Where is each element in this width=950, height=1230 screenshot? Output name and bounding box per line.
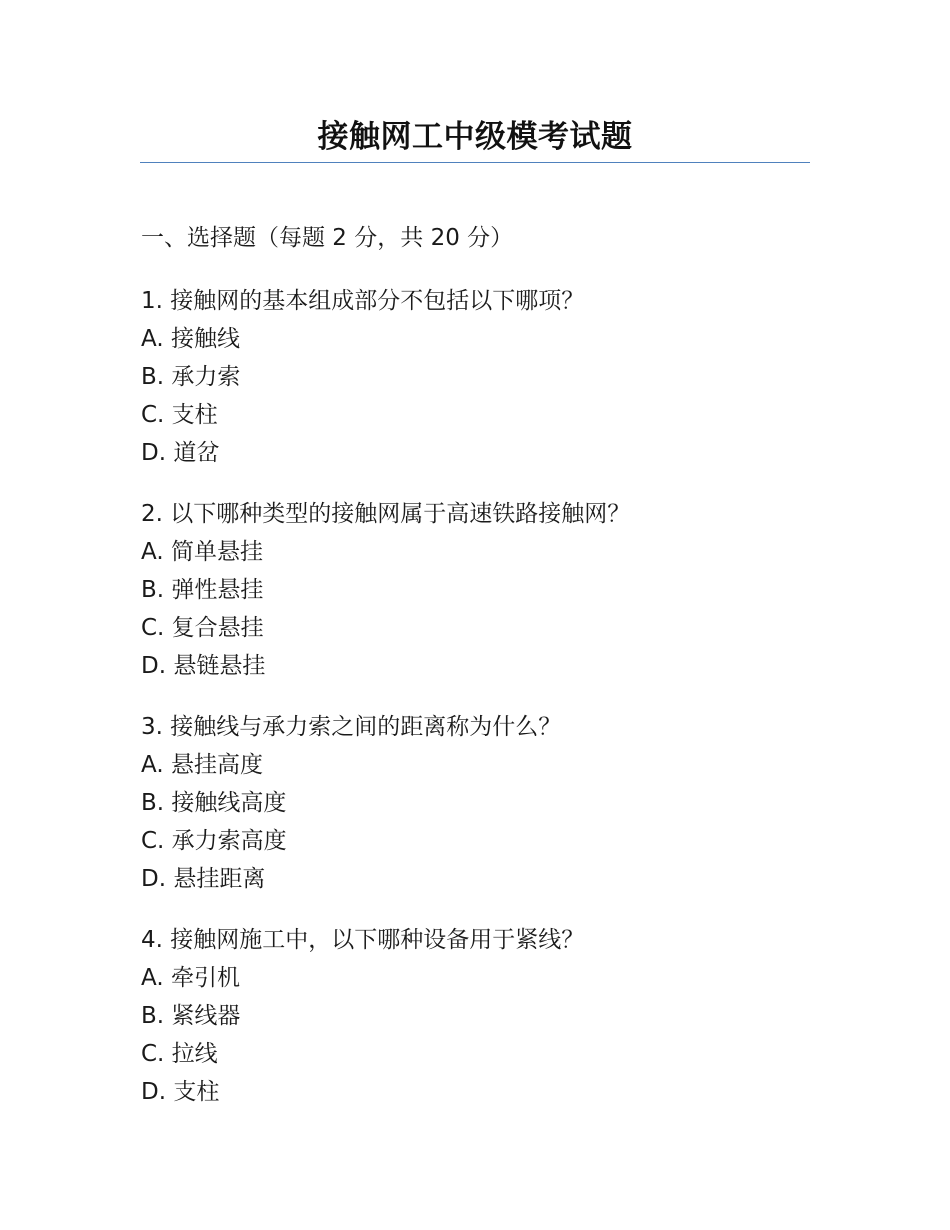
option-c: C. 承力索高度: [141, 828, 287, 854]
option-a: A. 简单悬挂: [141, 539, 263, 565]
option-a: A. 牵引机: [141, 965, 240, 991]
question-stem: 2. 以下哪种类型的接触网属于高速铁路接触网？: [141, 501, 631, 527]
option-d: D. 道岔: [141, 440, 220, 466]
option-b: B. 接触线高度: [141, 790, 287, 816]
option-b: B. 承力索: [141, 364, 241, 390]
question-stem: 3. 接触线与承力索之间的距离称为什么？: [141, 714, 562, 740]
title-underline: [140, 162, 810, 163]
option-d: D. 悬挂距离: [141, 866, 266, 892]
option-c: C. 拉线: [141, 1041, 218, 1067]
question-list: [141, 282, 810, 1134]
option-c: C. 支柱: [141, 402, 218, 428]
option-a: A. 接触线: [141, 326, 240, 352]
question-stem: 4. 接触网施工中，以下哪种设备用于紧线？: [141, 927, 585, 953]
question-3: [141, 708, 810, 898]
section-heading: 一、选择题（每题 2 分，共 20 分）: [141, 225, 514, 251]
document-title: 接触网工中级模考试题: [317, 119, 633, 155]
option-d: D. 悬链悬挂: [141, 653, 266, 679]
question-2: [141, 495, 810, 685]
option-a: A. 悬挂高度: [141, 752, 263, 778]
option-c: C. 复合悬挂: [141, 615, 264, 641]
option-b: B. 紧线器: [141, 1003, 241, 1029]
question-stem: 1. 接触网的基本组成部分不包括以下哪项？: [141, 288, 585, 314]
question-4: [141, 921, 810, 1111]
option-d: D. 支柱: [141, 1079, 220, 1105]
option-b: B. 弹性悬挂: [141, 577, 264, 603]
question-1: [141, 282, 810, 472]
